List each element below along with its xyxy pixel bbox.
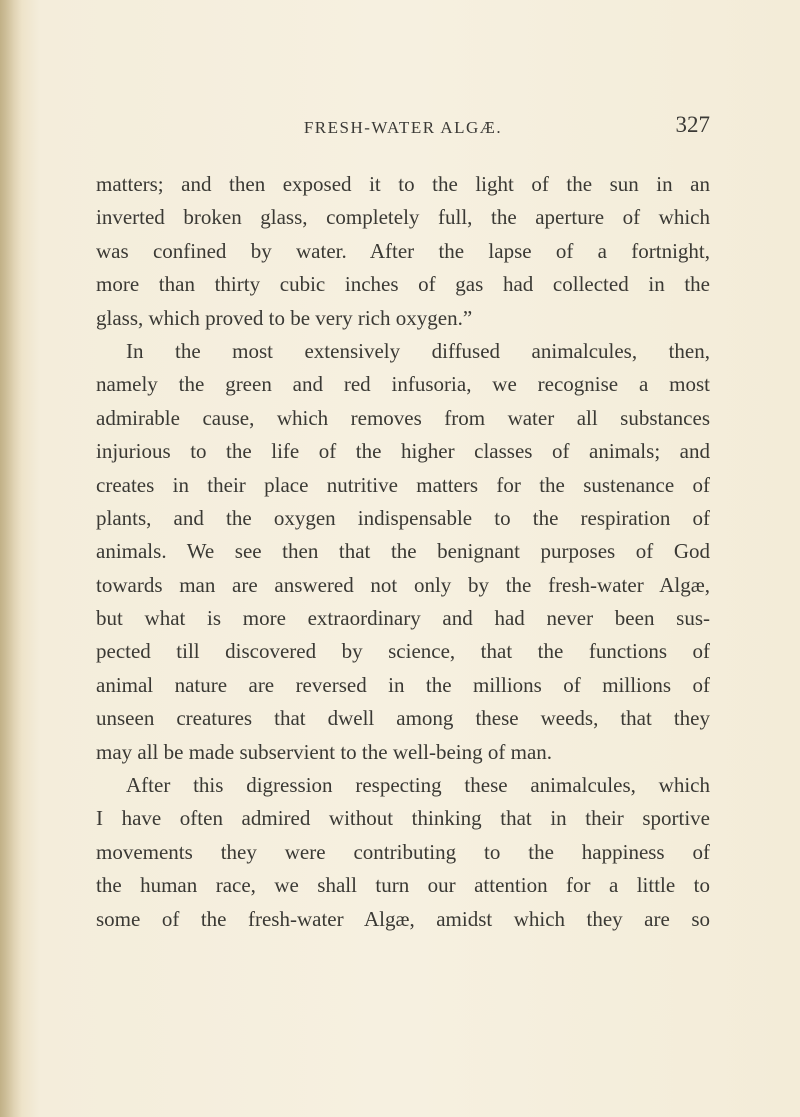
text-line: animals. We see then that the benignant purposes of God <box>96 539 710 564</box>
paragraph-start-line: After this digression respecting these animalcules, which <box>126 773 710 798</box>
text-line: unseen creatures that dwell among these weeds, that they <box>96 706 710 731</box>
text-line: admirable cause, which removes from water all substances <box>96 405 710 430</box>
text-line: some of the fresh-water Algæ, amidst which they are so <box>96 906 710 931</box>
text-line: inverted broken glass, completely full, the aperture of which <box>96 205 710 230</box>
text-line: injurious to the life of the higher classes of animals; and <box>96 439 710 464</box>
text-line: pected till discovered by science, that the functions of <box>96 639 710 664</box>
text-line: namely the green and red infusoria, we recognise a most <box>96 372 710 397</box>
body-text <box>96 168 710 936</box>
gutter-shadow <box>0 0 22 1117</box>
paragraph-start-line: In the most extensively diffused animalcules, then, <box>126 338 710 363</box>
text-line: matters; and then exposed it to the light of the sun in an <box>96 172 710 196</box>
text-line: the human race, we shall turn our attention for a little to <box>96 873 710 898</box>
page-number: 327 <box>675 112 710 137</box>
text-line: plants, and the oxygen indispensable to the respiration of <box>96 505 710 530</box>
text-line: animal nature are reversed in the millions of millions of <box>96 672 710 697</box>
text-line: towards man are answered not only by the fresh-water Algæ, <box>96 572 710 597</box>
text-line: glass, which proved to be very rich oxygen.” <box>96 305 473 330</box>
text-line: was confined by water. After the lapse of a fortnight, <box>96 238 710 263</box>
text-line: may all be made subservient to the well-being of man. <box>96 739 553 764</box>
text-line: but what is more extraordinary and had never been sus- <box>96 606 710 631</box>
text-line: more than thirty cubic inches of gas had collected in the <box>96 272 710 297</box>
text-line: creates in their place nutritive matters for the sustenance of <box>96 472 710 497</box>
text-line: movements they were contributing to the happiness of <box>96 839 710 864</box>
running-head <box>96 112 710 146</box>
running-title: FRESH-WATER ALGÆ. <box>303 118 503 137</box>
text-line: I have often admired without thinking that in their sportive <box>96 806 710 831</box>
